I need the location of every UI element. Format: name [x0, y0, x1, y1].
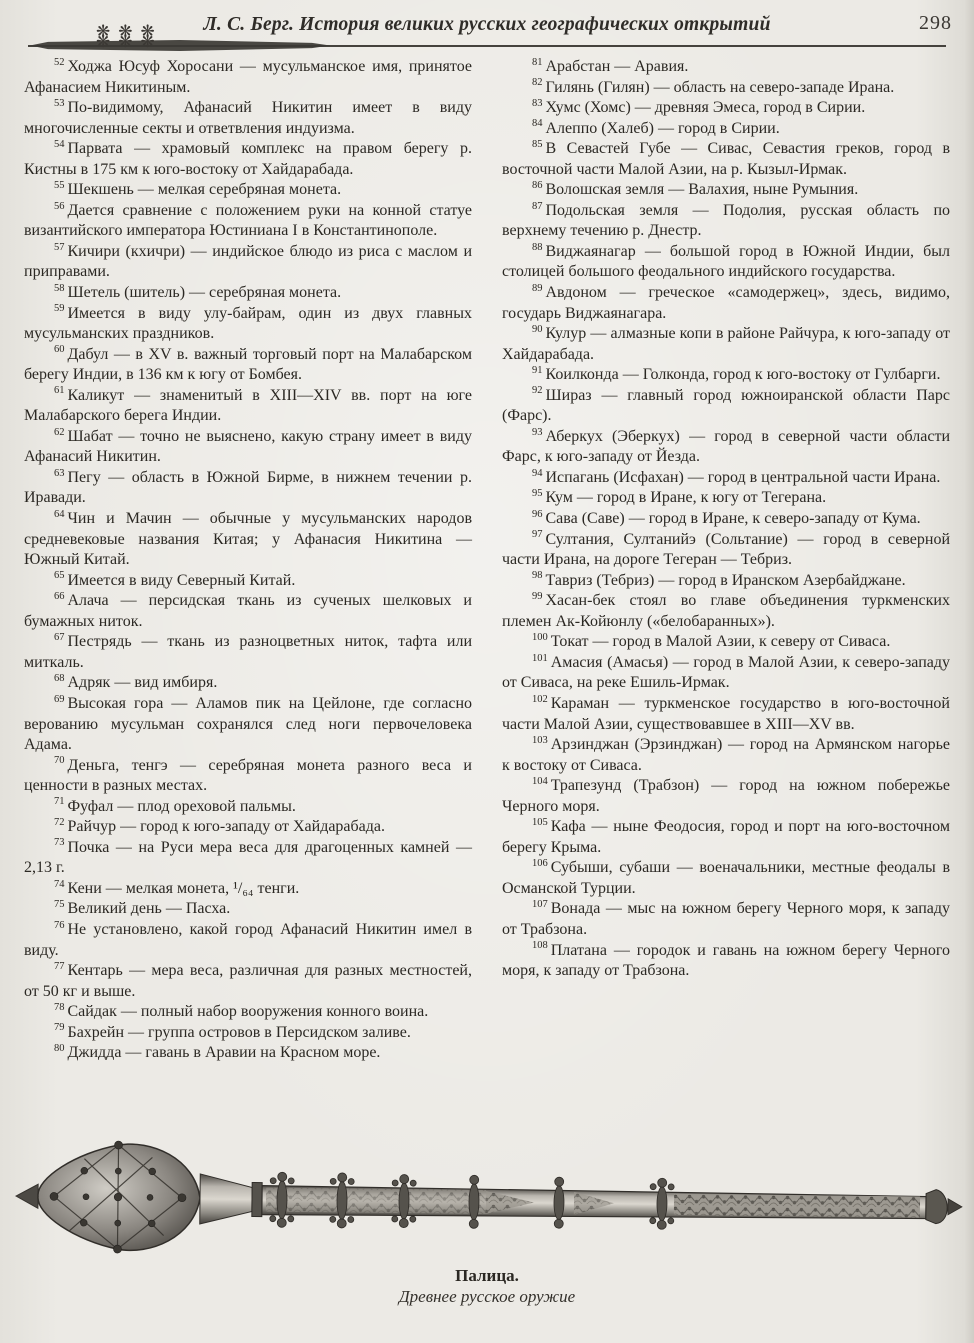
footnote-96: $^{96}$ Сава (Саве) — город в Иране, к северо-западу от Кума.: [532, 508, 921, 528]
footnote-number: 93: [532, 426, 543, 438]
footnote-number: 57: [54, 241, 65, 253]
footnote-number: 107: [532, 899, 548, 911]
footnote-99: $^{99}$ Хасан-бек стоял во главе объединения туркменских племен Ак-Койюнлу («белобаранных»).: [502, 590, 950, 630]
footnote-101: $^{101}$ Амасия (Амасья) — город в Малой Азии, к северо-западу от Сиваса, на реке Ешиль-Ирмак.: [502, 652, 950, 692]
footnote-number: 96: [532, 508, 543, 520]
footnote-71: $^{71}$ Фуфал — плод ореховой пальмы.: [54, 796, 296, 815]
footnote-76: $^{76}$ Не установлено, какой город Афанасий Никитин имел в виду.: [24, 919, 472, 959]
footnote-number: 99: [532, 590, 543, 602]
figure-block: [0, 1132, 974, 1307]
footnote-75: $^{75}$ Великий день — Пасха.: [54, 899, 231, 918]
running-title: Л. С. Берг. История великих русских географических открытий: [203, 14, 771, 35]
footnote-number: 108: [532, 940, 548, 952]
footnote-55: $^{55}$ Шекшень — мелкая серебряная монета.: [54, 179, 342, 199]
footnote-number: 76: [54, 919, 65, 931]
footnote-103: $^{103}$ Арзинджан (Эрзинджан) — город на Армянском нагорье к востоку от Сиваса.: [502, 734, 950, 774]
footnote-93: $^{93}$ Аберкух (Эберкух) — город в северной части области Фарс, к юго-западу от Йезда.: [502, 426, 950, 466]
footnote-102: $^{102}$ Караман — туркменское государство в юго-восточной части Малой Азии, существовавшее в XIII—XV вв.: [502, 693, 950, 733]
footnote-89: $^{89}$ Авдоном — греческое «самодержец», здесь, видимо, государь Виджаянагара.: [502, 282, 950, 322]
footnote-number: 83: [532, 97, 543, 109]
footnote-number: 68: [54, 673, 65, 685]
footnote-104: $^{104}$ Трапезунд (Трабзон) — город на южном побережье Черного моря.: [502, 775, 950, 815]
footnote-68: $^{68}$ Адряк — вид имбиря.: [54, 673, 218, 692]
footnote-number: 70: [54, 755, 65, 767]
footnote-number: 72: [54, 816, 65, 828]
footnote-82: $^{82}$ Гилянь (Гилян) — область на северо-западе Ирана.: [532, 77, 895, 96]
footnote-number: 53: [54, 97, 65, 109]
footnote-60: $^{60}$ Дабул — в XV в. важный торговый порт на Малабарском берегу Индии, в 136 км к югу от Бомбея.: [24, 344, 472, 384]
floral-ornament-icon: ❋❋❋: [96, 22, 163, 41]
footnote-number: 77: [54, 960, 65, 972]
footnotes-column-right: [502, 57, 950, 1064]
footnote-78: $^{78}$ Сайдак — полный набор вооружения конного воина.: [54, 1001, 429, 1021]
footnote-61: $^{61}$ Каликут — знаменитый в XIII—XIV вв. порт на юге Малабарского берега Индии.: [24, 385, 472, 425]
footnote-number: 103: [532, 734, 548, 746]
footnote-53: $^{53}$ По-видимому, Афанасий Никитин имеет в виду многочисленные секты и ответвления индуизма.: [24, 97, 472, 137]
footnote-105: $^{105}$ Кафа — ныне Феодосия, город и порт на юго-восточном берегу Крыма.: [502, 816, 950, 856]
footnote-106: $^{106}$ Субыши, субаши — военачальники, местные феодалы в Османской Турции.: [502, 858, 950, 897]
footnote-number: 54: [54, 138, 65, 150]
footnote-number: 74: [54, 878, 65, 890]
footnote-80: $^{80}$ Джидда — гавань в Аравии на Красном море.: [54, 1042, 381, 1062]
footnote-98: $^{98}$ Тавриз (Тебриз) — город в Иранском Азербайджане.: [532, 570, 906, 589]
footnote-90: $^{90}$ Кулур — алмазные копи в районе Райчура, к юго-западу от Хайдарабада.: [502, 323, 950, 363]
mace-svg: [0, 1132, 974, 1264]
footnote-64: $^{64}$ Чин и Мачин — обычные у мусульманских народов средневековые названия Китая; у Афанасия Никитина — Южный Китай.: [24, 508, 472, 569]
page-header: [0, 8, 974, 58]
footnote-81: $^{81}$ Арабстан — Аравия.: [532, 56, 689, 75]
footnote-number: 97: [532, 529, 543, 541]
footnote-69: $^{69}$ Высокая гора — Аламов пик на Цейлоне, где согласно верованию мусульман сохранялся след ноги первочеловека Адама.: [24, 693, 472, 754]
footnote-number: 60: [54, 344, 65, 356]
footnote-70: $^{70}$ Деньга, тенгэ — серебряная монета разного веса и ценности в разных местах.: [24, 755, 472, 795]
footnote-62: $^{62}$ Шабат — точно не выяснено, какую страну имеет в виду Афанасий Никитин.: [24, 426, 472, 466]
footnote-94: $^{94}$ Испагань (Исфахан) — город в центральной части Ирана.: [532, 467, 941, 486]
footnote-number: 102: [532, 693, 548, 705]
footnote-number: 89: [532, 282, 543, 294]
footnote-100: $^{100}$ Токат — город в Малой Азии, к северу от Сиваса.: [532, 631, 891, 651]
footnote-65: $^{65}$ Имеется в виду Северный Китай.: [54, 570, 296, 589]
footnote-number: 71: [54, 796, 65, 808]
footnote-number: 100: [532, 631, 548, 643]
footnote-88: $^{88}$ Виджаянагар — большой город в Южной Индии, был столицей большого феодального индийского государства.: [502, 241, 950, 281]
footnote-91: $^{91}$ Коилконда — Голконда, город к юго-востоку от Гулбарги.: [532, 364, 941, 384]
footnote-number: 104: [532, 775, 548, 787]
footnote-97: $^{97}$ Султания, Султанийэ (Сольтание) — город в северной части Ирана, на дороге Тегеран — Тебриз.: [502, 529, 950, 569]
footnote-number: 67: [54, 631, 65, 643]
footnote-number: 90: [532, 323, 543, 335]
footnote-number: 91: [532, 364, 543, 376]
footnote-83: $^{83}$ Хумс (Хомс) — древняя Эмеса, город в Сирии.: [532, 97, 866, 117]
footnote-number: 98: [532, 570, 543, 582]
footnote-number: 62: [54, 426, 65, 438]
footnote-number: 64: [54, 508, 65, 520]
footnote-56: $^{56}$ Дается сравнение с положением руки на конной статуе византийского императора Юстиниана I в Константинополе.: [24, 200, 472, 240]
footnote-number: 101: [532, 652, 548, 664]
footnote-87: $^{87}$ Подольская земля — Подолия, русская область по верхнему течению р. Днестр.: [502, 200, 950, 240]
footnote-86: $^{86}$ Волошская земля — Валахия, ныне Румыния.: [532, 179, 859, 199]
footnote-number: 61: [54, 385, 65, 397]
footnote-59: $^{59}$ Имеется в виду улу-байрам, один из двух главных мусульманских праздников.: [24, 303, 472, 343]
footnote-79: $^{79}$ Бахрейн — группа островов в Персидском заливе.: [54, 1022, 411, 1041]
footnote-number: 66: [54, 590, 65, 602]
footnote-number: 73: [54, 837, 65, 849]
footnote-number: 63: [54, 467, 65, 479]
footnote-number: 86: [532, 179, 543, 191]
footnote-number: 85: [532, 138, 543, 150]
footnote-number: 75: [54, 899, 65, 911]
footnote-number: 65: [54, 570, 65, 582]
footnote-number: 105: [532, 816, 548, 828]
footnote-number: 82: [532, 77, 543, 89]
footnote-number: 79: [54, 1022, 65, 1034]
footnote-107: $^{107}$ Вонада — мыс на южном берегу Черного моря, к западу от Трабзона.: [502, 899, 950, 938]
footnote-number: 87: [532, 200, 543, 212]
footnote-72: $^{72}$ Райчур — город к юго-западу от Хайдарабада.: [54, 816, 386, 836]
footnote-number: 92: [532, 385, 543, 397]
footnote-77: $^{77}$ Кентарь — мера веса, различная для разных местностей, от 50 кг и выше.: [24, 960, 472, 1000]
footnote-number: 80: [54, 1042, 65, 1054]
footnotes-column-left: [24, 57, 472, 1064]
footnote-66: $^{66}$ Алача — персидская ткань из сученых шелковых и бумажных ниток.: [24, 590, 472, 630]
footnote-85: $^{85}$ В Севастей Губе — Сивас, Севастия греков, город в восточной части Малой Азии, на р. Кызыл-Ирмак.: [502, 138, 950, 178]
footnote-number: 81: [532, 56, 543, 68]
footnote-number: 106: [532, 858, 548, 869]
footnote-52: $^{52}$ Ходжа Юсуф Хоросани — мусульманское имя, принятое Афанасием Никитиным.: [24, 56, 472, 96]
mace-illustration: [0, 1132, 974, 1264]
footnote-number: 58: [54, 282, 65, 294]
footnote-63: $^{63}$ Пегу — область в Южной Бирме, в нижнем течении р. Иравади.: [24, 467, 472, 507]
footnote-92: $^{92}$ Шираз — главный город южноиранской области Парс (Фарс).: [502, 385, 950, 425]
caption-title: Палица.: [455, 1266, 519, 1285]
caption-subtitle: Древнее русское оружие: [398, 1287, 576, 1306]
footnote-number: 84: [532, 118, 543, 130]
footnote-number: 55: [54, 179, 65, 191]
footnote-number: 59: [54, 303, 65, 315]
footnote-number: 52: [54, 56, 65, 68]
figure-caption: [0, 1266, 974, 1307]
footnote-58: $^{58}$ Шетель (шитель) — серебряная монета.: [54, 282, 342, 302]
page-number: 298: [919, 12, 952, 34]
footnote-number: 69: [54, 693, 65, 705]
footnote-95: $^{95}$ Кум — город в Иране, к югу от Тегерана.: [532, 488, 827, 507]
footnote-number: 88: [532, 241, 543, 253]
footnote-108: $^{108}$ Платана — городок и гавань на южном берегу Черного моря, к западу от Трабзона.: [502, 940, 950, 980]
footnote-54: $^{54}$ Парвата — храмовый комплекс на правом берегу р. Кистны в 175 км к юго-востоку от Хайдарабада.: [24, 138, 472, 178]
footnote-73: $^{73}$ Почка — на Руси мера веса для драгоценных камней — 2,13 г.: [24, 837, 472, 877]
footnote-number: 94: [532, 467, 543, 479]
footnote-number: 95: [532, 488, 543, 500]
footnote-74: $^{74}$ Кени — мелкая монета, ¹/₆₄ тенги.: [54, 878, 300, 897]
footnote-number: 78: [54, 1001, 65, 1013]
footnote-67: $^{67}$ Пестрядь — ткань из разноцветных ниток, тафта или миткаль.: [24, 631, 472, 671]
footnote-number: 56: [54, 200, 65, 212]
footnotes-columns: [24, 57, 950, 1064]
footnote-84: $^{84}$ Алеппо (Халеб) — город в Сирии.: [532, 118, 780, 137]
footnote-57: $^{57}$ Кичири (кхичри) — индийское блюдо из риса с маслом и приправами.: [24, 241, 472, 281]
